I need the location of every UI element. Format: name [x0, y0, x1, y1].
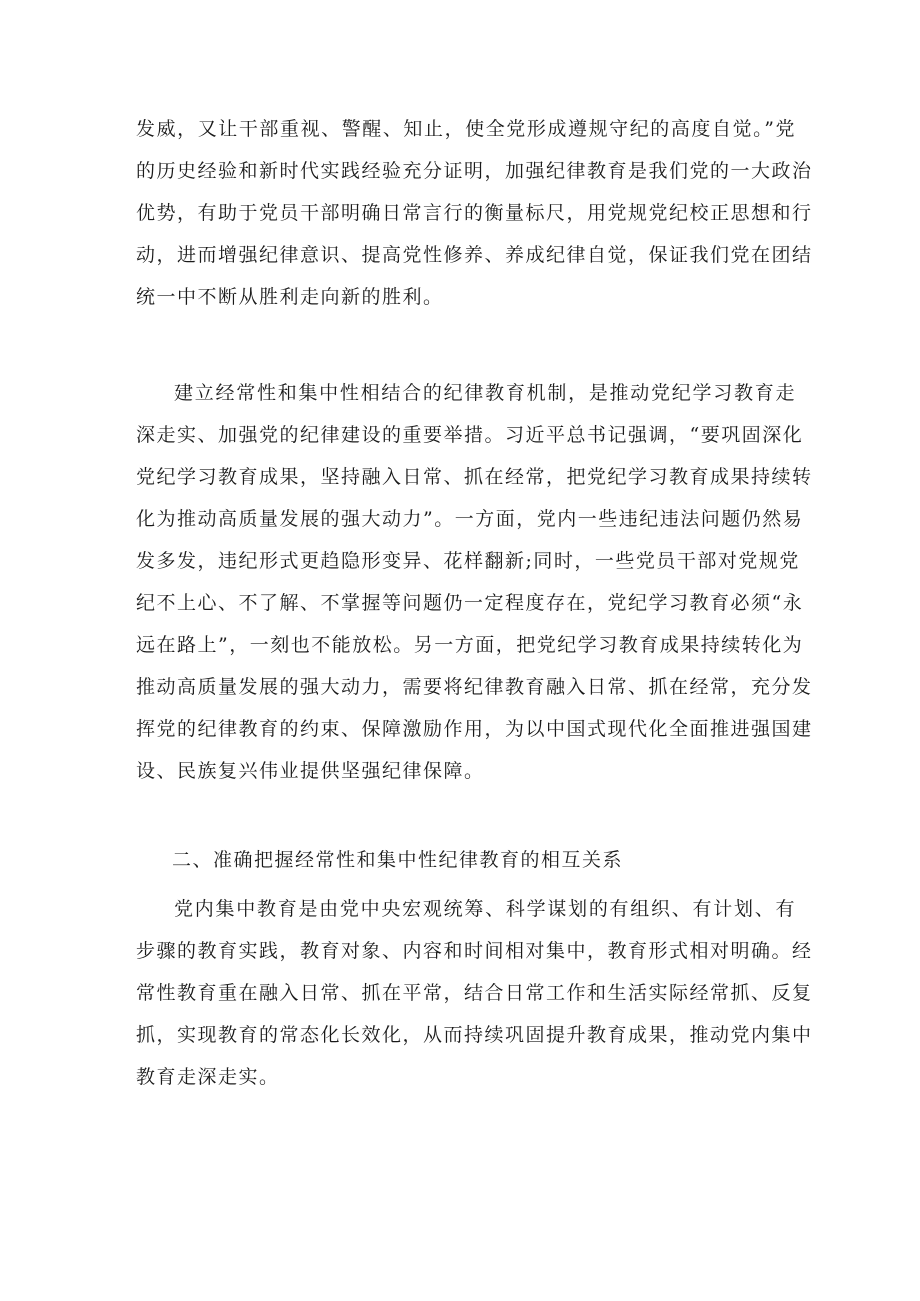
paragraph-1-line-4: 动，进而增强纪律意识、提高党性修养、养成纪律自觉，保证我们党在团结 [136, 244, 813, 266]
paragraph-1-line-1: 发威，又让干部重视、警醒、知止，使全党形成遵规守纪的高度自觉。”党 [136, 118, 796, 140]
paragraph-3-line-3: 常性教育重在融入日常、抓在平常，结合日常工作和生活实际经常抓、反复 [136, 982, 813, 1004]
paragraph-1 [136, 108, 813, 318]
paragraph-2 [136, 372, 813, 792]
paragraph-2-line-1: 建立经常性和集中性相结合的纪律教育机制，是推动党纪学习教育走 [174, 382, 796, 404]
paragraph-2-line-8: 推动高质量发展的强大动力，需要将纪律教育融入日常、抓在经常，充分发 [136, 676, 813, 698]
paragraph-1-line-2: 的历史经验和新时代实践经验充分证明，加强纪律教育是我们党的一大政治 [136, 160, 813, 182]
paragraph-3-line-5: 教育走深走实。 [136, 1066, 280, 1088]
paragraph-3-line-2: 步骤的教育实践，教育对象、内容和时间相对集中，教育形式相对明确。经 [136, 940, 813, 962]
paragraph-3-line-4: 抓，实现教育的常态化长效化，从而持续巩固提升教育成果，推动党内集中 [136, 1024, 813, 1046]
paragraph-2-line-3: 党纪学习教育成果，坚持融入日常、抓在经常，把党纪学习教育成果持续转 [136, 466, 813, 488]
paragraph-2-line-5: 发多发，违纪形式更趋隐形变异、花样翻新;同时，一些党员干部对党规党 [136, 550, 800, 572]
section-heading: 二、准确把握经常性和集中性纪律教育的相互关系 [172, 849, 624, 871]
paragraph-1-line-3: 优势，有助于党员干部明确日常言行的衡量标尺，用党规党纪校正思想和行 [136, 202, 813, 224]
paragraph-2-line-6: 纪不上心、不了解、不掌握等问题仍一定程度存在，党纪学习教育必须“永 [136, 592, 804, 614]
paragraph-2-line-7: 远在路上”，一刻也不能放松。另一方面，把党纪学习教育成果持续转化为 [136, 634, 804, 656]
paragraph-1-line-5: 统一中不断从胜利走向新的胜利。 [136, 286, 444, 308]
paragraph-3-line-1: 党内集中教育是由党中央宏观统筹、科学谋划的有组织、有计划、有 [174, 898, 796, 920]
paragraph-2-line-10: 设、民族复兴伟业提供坚强纪律保障。 [136, 760, 485, 782]
paragraph-3 [136, 888, 813, 1098]
paragraph-2-line-4: 化为推动高质量发展的强大动力”。一方面，党内一些违纪违法问题仍然易 [136, 508, 804, 530]
paragraph-2-line-9: 挥党的纪律教育的约束、保障激励作用，为以中国式现代化全面推进强国建 [136, 718, 813, 740]
paragraph-2-line-2: 深走实、加强党的纪律建设的重要举措。习近平总书记强调，“要巩固深化 [136, 424, 804, 446]
